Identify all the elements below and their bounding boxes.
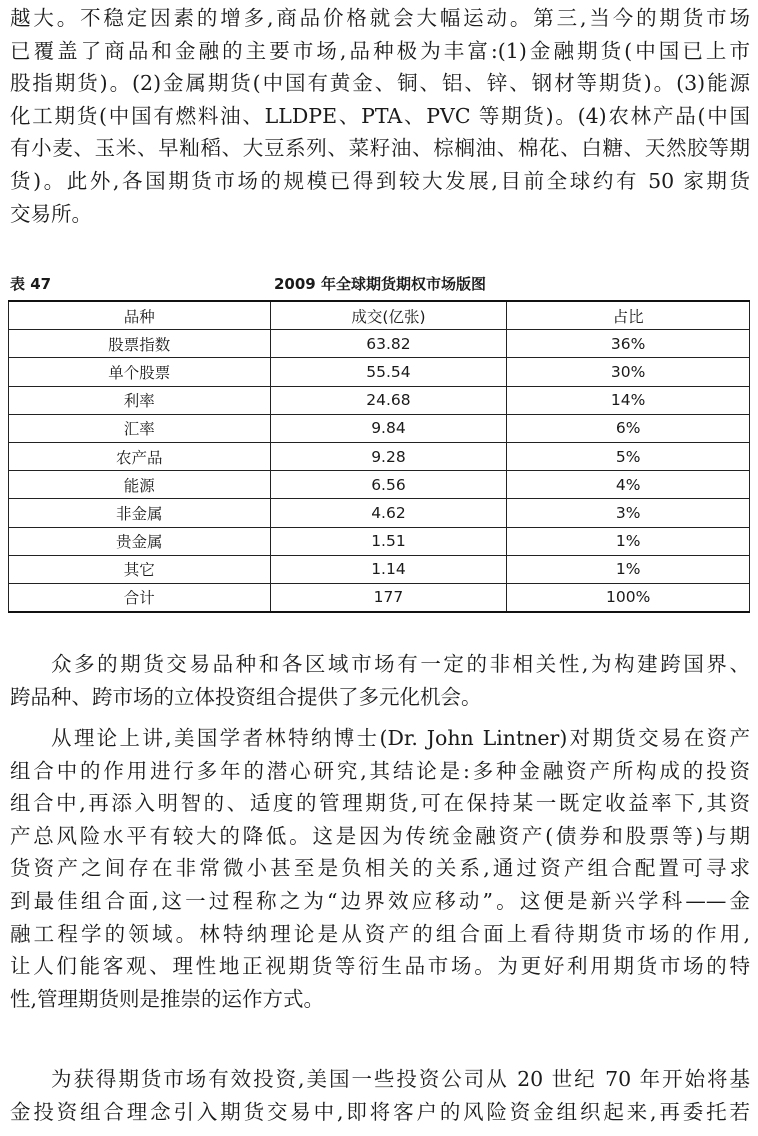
cell-volume: 9.84	[270, 414, 507, 442]
text-line: 股指期货)。(2)金属期货(中国有黄金、铜、铝、锌、钢材等期货)。(3)能源	[10, 71, 750, 96]
text-line: 交易所。	[10, 201, 92, 226]
text-line: 跨品种、跨市场的立体投资组合提供了多元化机会。	[10, 684, 482, 709]
cell-volume: 9.28	[270, 442, 507, 470]
table-row	[9, 358, 750, 386]
table-row	[9, 330, 750, 358]
paragraph-futures-varieties	[10, 2, 750, 230]
cell-variety: 股票指数	[9, 330, 271, 358]
cell-variety: 汇率	[9, 414, 271, 442]
table-row	[9, 386, 750, 414]
text-line: 性,管理期货则是推崇的运作方式。	[10, 986, 325, 1011]
cell-share: 5%	[507, 442, 750, 470]
cell-variety: 单个股票	[9, 358, 271, 386]
cell-variety: 能源	[9, 471, 271, 499]
paragraph-non-correlation	[10, 648, 750, 713]
text-line: 有小麦、玉米、早籼稻、大豆系列、菜籽油、棕榈油、棉花、白糖、天然胶等期	[10, 136, 750, 161]
cell-volume: 177	[270, 583, 507, 612]
text-line: 货资产之间存在非常微小甚至是负相关的关系,通过资产组合配置可寻求	[10, 856, 750, 881]
text-line: 化工期货(中国有燃料油、LLDPE、PTA、PVC 等期货)。(4)农林产品(中国	[10, 103, 750, 128]
text-line: 让人们能客观、理性地正视期货等衍生品市场。为更好利用期货市场的特	[10, 954, 750, 979]
text-line: 到最佳组合面,这一过程称之为“边界效应移动”。这便是新兴学科——金	[10, 888, 750, 913]
cell-share: 1%	[507, 555, 750, 583]
text-line: 融工程学的领域。林特纳理论是从资产的组合面上看待期货市场的作用,	[10, 921, 750, 946]
cell-volume: 24.68	[270, 386, 507, 414]
header-share: 占比	[507, 301, 750, 330]
table-row	[9, 414, 750, 442]
cell-variety: 利率	[9, 386, 271, 414]
paragraph-lintner-theory	[10, 722, 750, 1015]
cell-volume: 63.82	[270, 330, 507, 358]
table-row	[9, 527, 750, 555]
futures-market-table	[8, 300, 750, 613]
table-total-row	[9, 583, 750, 612]
header-variety: 品种	[9, 301, 271, 330]
cell-variety: 其它	[9, 555, 271, 583]
text-line: 货)。此外,各国期货市场的规模已得到较大发展,目前全球约有 50 家期货	[10, 168, 750, 193]
cell-share: 1%	[507, 527, 750, 555]
cell-share: 30%	[507, 358, 750, 386]
cell-share: 3%	[507, 499, 750, 527]
cell-volume: 1.14	[270, 555, 507, 583]
text-line: 为获得期货市场有效投资,美国一些投资公司从 20 世纪 70 年开始将基	[51, 1067, 750, 1091]
cell-share: 14%	[507, 386, 750, 414]
cell-variety: 合计	[9, 583, 271, 612]
cell-volume: 55.54	[270, 358, 507, 386]
cell-share: 4%	[507, 471, 750, 499]
cell-share: 6%	[507, 414, 750, 442]
paragraph-managed-futures	[10, 1063, 750, 1128]
table-row	[9, 555, 750, 583]
table-row	[9, 471, 750, 499]
text-line: 从理论上讲,美国学者林特纳博士(Dr. John Lintner)对期货交易在资产	[51, 726, 750, 750]
table-caption	[10, 271, 750, 293]
table-header-row	[9, 301, 750, 330]
text-line: 众多的期货交易品种和各区域市场有一定的非相关性,为构建跨国界、	[51, 652, 750, 676]
cell-volume: 4.62	[270, 499, 507, 527]
text-line: 产总风险水平有较大的降低。这是因为传统金融资产(债券和股票等)与期	[10, 823, 750, 848]
text-line: 已覆盖了商品和金融的主要市场,品种极为丰富:(1)金融期货(中国已上市	[10, 38, 750, 63]
table-row	[9, 442, 750, 470]
table-title: 2009 年全球期货期权市场版图	[274, 275, 486, 293]
cell-share: 100%	[507, 583, 750, 612]
cell-variety: 非金属	[9, 499, 271, 527]
text-line: 越大。不稳定因素的增多,商品价格就会大幅运动。第三,当今的期货市场	[10, 6, 750, 30]
cell-variety: 贵金属	[9, 527, 271, 555]
cell-variety: 农产品	[9, 442, 271, 470]
cell-share: 36%	[507, 330, 750, 358]
table-row	[9, 499, 750, 527]
table-number: 表 47	[10, 275, 52, 293]
text-line: 组合中,再添入明智的、适度的管理期货,可在保持某一既定收益率下,其资	[10, 791, 750, 816]
text-line: 组合中的作用进行多年的潜心研究,其结论是:多种金融资产所构成的投资	[10, 758, 750, 783]
cell-volume: 6.56	[270, 471, 507, 499]
text-line: 金投资组合理念引入期货交易中,即将客户的风险资金组织起来,再委托若	[10, 1099, 750, 1124]
header-volume: 成交(亿张)	[270, 301, 507, 330]
cell-volume: 1.51	[270, 527, 507, 555]
